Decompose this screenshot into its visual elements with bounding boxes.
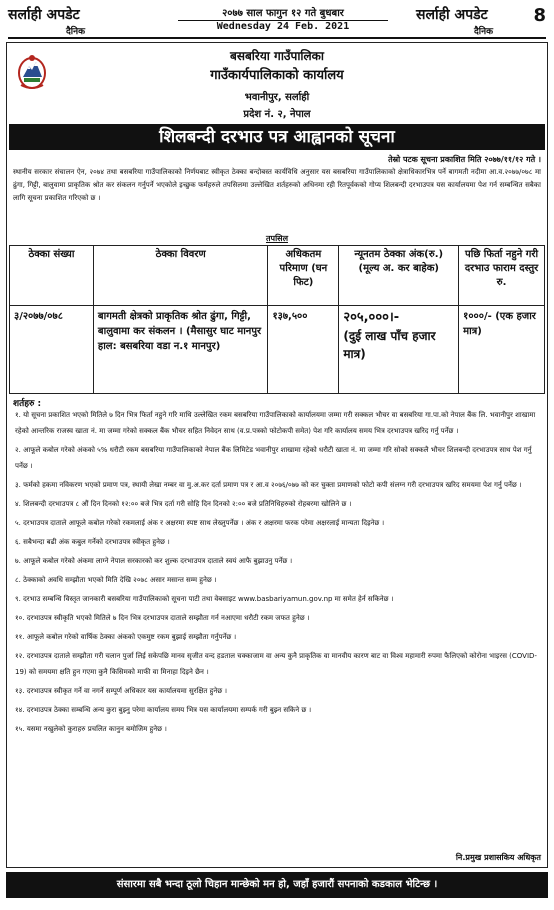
table-row [10,306,545,394]
table-header-row [10,246,545,306]
cell-max-quantity: १३७,५०० [268,306,339,394]
publication-name-right: सर्लाही अपडेट [416,7,488,23]
term-item: १५. यसमा नखुलेको कुराहरु प्रचलित कानुन बमोजिम हुनेछ । [15,725,167,733]
col-max-quantity: अधिकतम परिमाण (घन फिट) [268,246,339,306]
publish-date: तेस्रो पटक सूचना प्रकाशित मिति २०७७/११/१२ गते । [388,155,541,164]
col-min-amount: न्यूनतम ठेक्का अंक(रु.) (मूल्य अ. कर बाहेक) [339,246,459,306]
terms-heading: शर्तहरु : [13,399,42,409]
province-line: प्रदेश नं. २, नेपाल [243,109,311,120]
office-name: गाउँकार्यपालिकाको कार्यालय [210,68,344,83]
signatory: नि.प्रमुख प्रशासकिय अधिकृत [455,853,541,862]
term-item: ९. दरभाउ सम्बन्धि विस्तृत जानकारी बसबरिया गाउँपालिकाको सूचना पाटी तथा वेबसाइट www.basbariyamun.gov.np मा समेत हेर्न सकिनेछ । [15,595,394,603]
term-item: ७. आफूले कबोल गरेको अंकमा लाग्ने नेपाल सरकारको कर शुल्क दरभाउपत्र दाताले स्वयं आफै बुझाउनु पर्नेछ । [15,557,293,565]
cell-min-amount [339,306,459,394]
term-item: ३. फर्मको हकमा नविकरण भएको प्रमाण पत्र, स्थायी लेखा नम्बर वा मु.अ.कर दर्ता प्रमाण पत्र र आ.व २०७६/०७७ को कर चुक्ता प्रमाणको फोटो कपी संलग्न गरी दरभाउपत्र खरिद समयमा पेश गर्नु पर्नेछ । [15,481,522,489]
publication-frequency: दैनिक [66,27,86,37]
page-number: 8 [533,5,546,26]
newspaper-header [8,3,546,39]
term-item: १०. दरभाउपत्र स्वीकृति भएको मितिले ७ दिन भित्र दरभाउपत्र दाताले सम्झौता गर्न नआएमा धरौटी रकम जफत हुनेछ । [15,614,310,622]
issue-date [178,5,388,32]
office-address: भवानीपुर, सर्लाही [244,92,310,103]
col-form-fee: पछि फिर्ता नहुने गरी दरभाउ फाराम दस्तुर रु. [459,246,545,306]
term-item: १४. दरभाउपत्र ठेक्का सम्बन्धि अन्य कुरा बुझ्नु परेमा कार्यालय समय भित्र यस कार्यालयमा सम्पर्क गरी बुझ्न सकिने छ । [15,706,312,714]
publication-name: सर्लाही अपडेट [8,7,80,23]
schedule-label: तपसिल [265,234,288,243]
min-amount-words: (दुई लाख पाँच हजार मात्र) [343,329,436,361]
notice-title: शिलबन्दी दरभाउ पत्र आह्वानको सूचना [9,124,545,150]
term-item: ८. ठेक्काको अवधि सम्झौता भएको मिति देखि २०७८ असार मसान्त सम्म हुनेछ । [15,576,217,584]
date-english: Wednesday 24 Feb. 2021 [216,21,350,32]
term-item: १. यो सूचना प्रकाशित भएको मितिले ७ दिन भित्र फिर्ता नहुने गरि माथि उल्लेखित रकम बसबरिया गाउँपालिकाको कार्यालयमा जम्मा गरी सक्कल भौचर वा बसबरिया गा.पा.को नेपाल बैंक लि. भवानीपुर शाखामा रहेको आन्तरिक राजस्व खाता नं. मा जम्मा गरेको सक्कल बैंक भौचर सहित निवेदन साथ (व.प्र.पत्रको फोटोकपी समेत) पेश गरि कार्यालय समय भित्र दरभाउपत्र खरिद गर्नु पर्नेछ । [15,411,536,435]
intro-paragraph: स्थानीय सरकार संचालन ऐन, २०७४ तथा बसबरिया गाउँपालिकाको निर्णयबाट स्वीकृत ठेक्का बन्दोबस्त कार्यविधि अनुसार यस बसबरिया गाउँपालिकाको क्षेत्राधिकारभित्र पर्ने बागमती नदीमा आ.व.२०७७/०७८ मा ढुंगा, गिट्टी, बालुवामा प्राकृतिक श्रोत कर संकलन गर्नुपर्ने भएकोले इच्छुक फर्महरुले तपसिलमा उल्लेखित शर्तहरुको अधिनमा रही रितपूर्वकको गोप्य शिलबन्दी दरभाउपत्र यस कार्यालयमा पेश गर्न सम्बन्धित सबैका लागि सूचना प्रकाशित गरिएको छ । [13,168,541,202]
term-item: १३. दरभाउपत्र स्वीकृत गर्ने वा नगर्ने सम्पूर्ण अधिकार यस कार्यालयमा सुरक्षित हुनेछ । [15,687,227,695]
term-item: ५. दरभाउपत्र दाताले आफूले कबोल गरेको रकमलाई अंक र अक्षरमा स्पष्ट साथ लेख्नुपर्नेछ । अंक र अक्षरमा फरक परेमा अक्षरलाई मान्यता दिइनेछ । [15,519,385,527]
col-contract-no: ठेक्का संख्या [10,246,94,306]
masthead-right [416,5,493,37]
term-item: ६. सबैभन्दा बढी अंक कबुल गर्नेको दरभाउपत्र स्वीकृत हुनेछ । [15,538,170,546]
term-item: ४. शिलबन्दी दरभाउपत्र ८ औं दिन दिनको १२:०० बजे भित्र दर्ता गरी सोहि दिन दिनको २:०० बजे प्रतिनिधिहरुको रोहबरमा खोलिने छ । [15,500,352,508]
publication-frequency-right: दैनिक [474,27,494,37]
term-item: १२. दरभाउपत्र दाताले सम्झौता गरी चलान पुर्जा लिई सकेपछि मानव सृजीत वन्द हडताल चक्काजाम वा अन्य कुनै प्राकृतिक वा मानवीय कारण बाट वा विश्व महामारी रुपमा फैलिएको कोरोना भाइरस (COVID-19) को समयमा क्षति हुन गएमा कुनै किसिमको माफी वा मिनाहा दिइने छैन । [15,652,537,676]
office-heading [7,47,547,120]
tender-notice [6,42,548,868]
col-description: ठेक्का विवरण [93,246,268,306]
cell-contract-no: ३/२०७७/०७८ [10,306,94,394]
date-nepali: २०७७ साल फागुन १२ गते बुधबार [178,5,388,21]
footer-quote: संसारमा सबै भन्दा ठूलो चिहान मान्छेको मन हो, जहाँ हजारौं सपनाको कडकाल भेटिन्छ । [6,872,548,898]
tender-table [9,245,545,394]
cell-form-fee: १०००/- (एक हजार मात्र) [459,306,545,394]
cell-description: बागमती क्षेत्रको प्राकृतिक श्रोत ढुंगा, गिट्टी, बालुवामा कर संकलन । (मैसासुर घाट मानपुर हाल: बसबरिया वडा न.१ मानपुर) [93,306,268,394]
min-amount-figure: २०५,०००।- [343,310,400,325]
terms-list [15,407,541,740]
term-item: ११. आफूले कबोल गरेको वार्षिक ठेक्का अंकको एकमुष्ट रकम बुझाई सम्झौता गर्नुपर्नेछ । [15,633,237,641]
term-item: २. आफूले कबोल गरेको अंकको ५% धरौटी रकम बसबरिया गाउँपालिकाको नेपाल बैंक लिमिटेड भवानीपुर शाखामा रहेको धरौटी खाता नं. मा जम्मा गरि सोको सक्कलै भौचर शिलबन्दी दरभाउपत्र साथ पेश गर्नु पर्नेछ । [15,446,532,470]
municipality-name: बसबरिया गाउँपालिका [229,49,324,63]
masthead-left [8,5,85,37]
